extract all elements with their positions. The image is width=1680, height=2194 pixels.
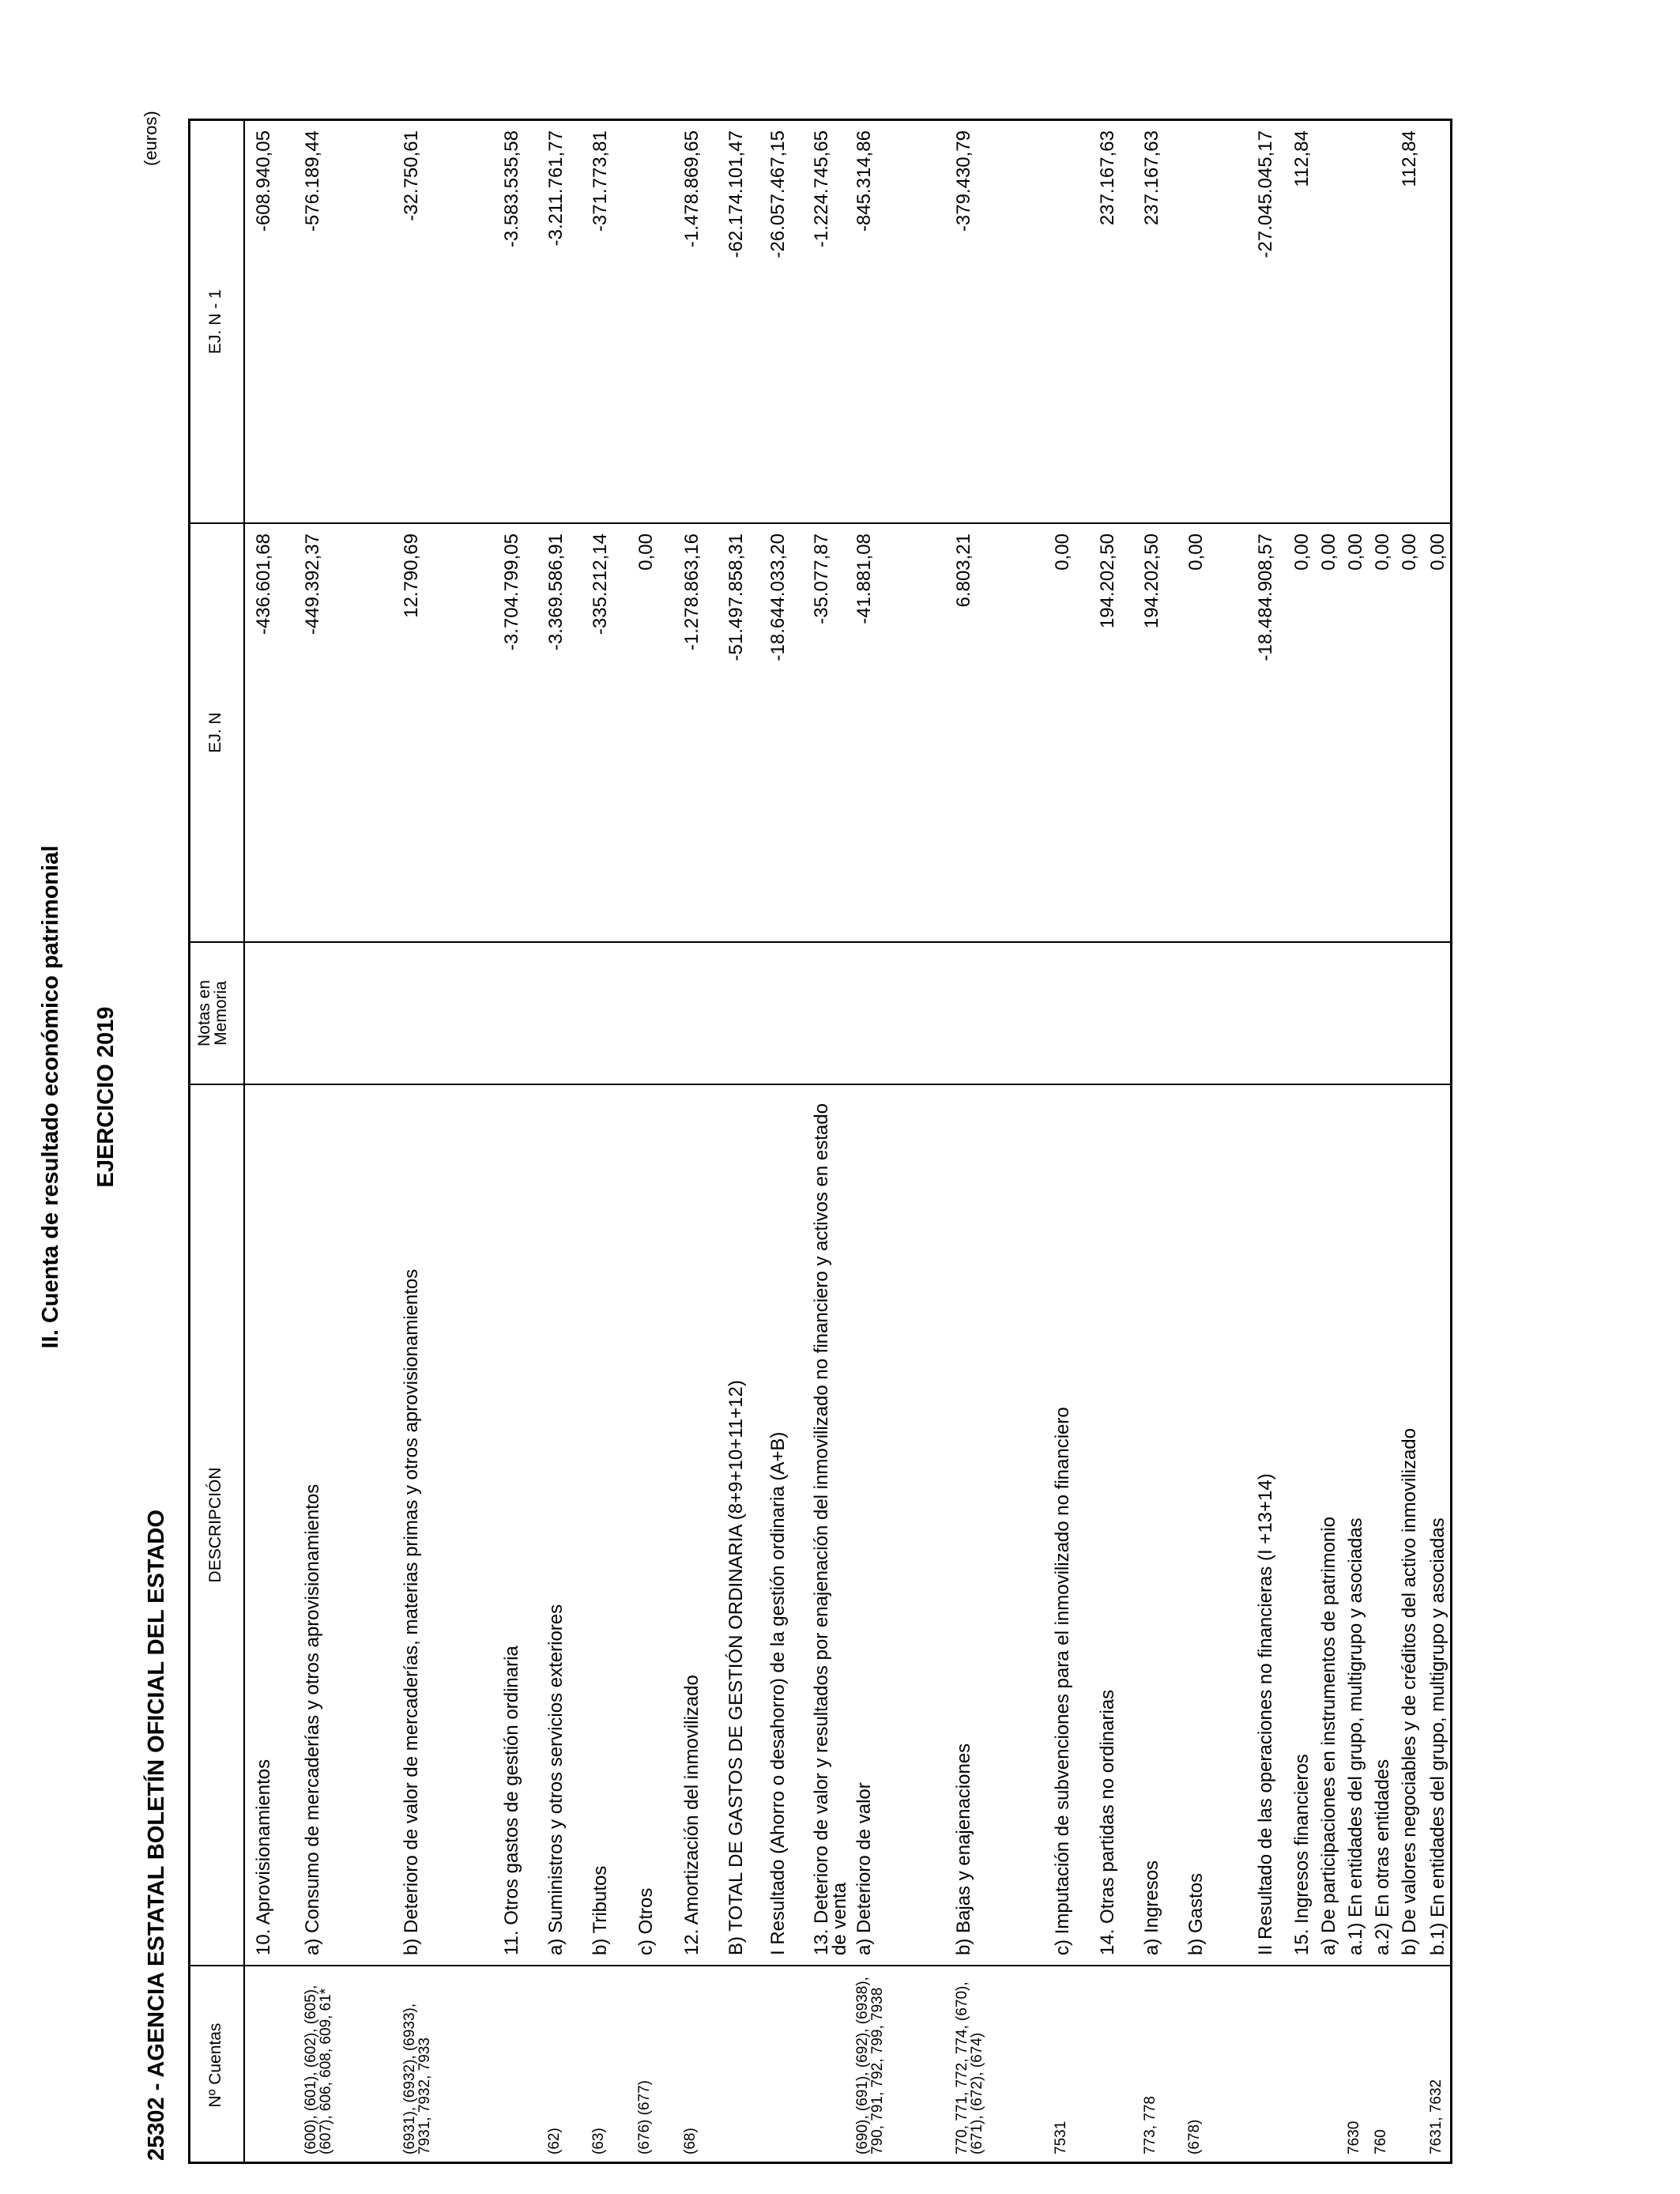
row-current-value: -1.278.863,16 [681,533,703,651]
row-accounts: 760 [1373,2129,1389,2154]
row-previous-value: 237.167,63 [1141,130,1162,226]
income-statement-table [188,119,1452,2164]
row-current-value: 6.803,21 [953,533,974,608]
row-current-value: -41.881,08 [853,533,875,624]
col-sep-description [188,1084,1452,1085]
row-description: c) Otros [635,1887,657,1955]
row-accounts: 770, 771, 772, 774, (670), (671), (672), (674) [954,1981,985,2154]
col-sep-current [188,522,1452,524]
row-description: a.2) En otras entidades [1372,1759,1393,1955]
row-accounts: 7531 [1053,2120,1069,2154]
header-notes [196,943,229,1084]
row-current-value: 0,00 [1052,533,1073,571]
row-accounts: (676) (677) [636,2080,653,2154]
row-accounts: 773, 778 [1142,2096,1158,2154]
row-description: a) Ingresos [1141,1860,1162,1955]
row-previous-value: -26.057.467,15 [767,130,789,258]
page-title: II. Cuenta de resultado económico patrimonial [38,845,63,1349]
row-accounts: (600), (601), (602), (605), (607), 606, 608, 609, 61* [303,1985,334,2154]
header-current-year: EJ. N [206,712,224,753]
row-description: c) Imputación de subvenciones para el inmovilizado no financiero [1052,1407,1073,1955]
row-current-value: 194.202,50 [1097,533,1118,629]
row-previous-value: -32.750,61 [401,130,422,221]
row-previous-value: -1.224.745,65 [811,130,832,248]
row-current-value: -436.601,68 [253,533,274,635]
row-accounts: (62) [546,2128,563,2154]
row-current-value: 0,00 [1318,533,1339,571]
row-current-value: 0,00 [1291,533,1313,571]
fiscal-year: EJERCICIO 2019 [93,1006,119,1188]
header-description: DESCRIPCIÓN [206,1467,224,1583]
table-border-right [188,119,1452,121]
row-current-value: 12.790,69 [401,533,422,618]
row-current-value: -3.369.586,91 [545,533,567,651]
row-description: a) Suministros y otros servicios exteriores [545,1604,567,1955]
table-border-left [188,2162,1452,2164]
row-current-value: -51.497.858,31 [725,533,747,662]
header-separator [243,119,245,2164]
row-previous-value: -371.773,81 [590,130,611,232]
currency-unit: (euros) [141,111,160,166]
row-current-value: -3.704.799,05 [501,533,522,651]
row-description: b.1) En entidades del grupo, multigrupo y asociadas [1427,1517,1448,1955]
header-notes-line1: Notas en [195,979,213,1047]
row-previous-value: -3.211.761,77 [545,130,567,247]
row-description: 10. Aprovisionamientos [253,1759,274,1955]
row-current-value: 0,00 [1345,533,1366,571]
row-current-value: -18.644.033,20 [767,533,789,662]
row-description: B) TOTAL DE GASTOS DE GESTIÓN ORDINARIA (8+9+10+11+12) [725,1380,747,1955]
row-description: II Resultado de las operaciones no financieras (I +13+14) [1255,1473,1276,1955]
header-accounts: Nº Cuentas [206,2022,224,2108]
row-description: 14. Otras partidas no ordinarias [1097,1689,1118,1955]
row-accounts: 7631, 7632 [1428,2079,1445,2154]
row-previous-value: -576.189,44 [302,130,323,232]
row-description: 11. Otros gastos de gestión ordinaria [501,1646,522,1955]
row-description: 12. Amortización del inmovilizado [681,1675,703,1955]
row-current-value: -18.484.908,57 [1255,533,1276,662]
row-current-value: 0,00 [635,533,657,571]
row-accounts: (6931), (6932), (6933), 7931, 7932, 7933 [401,2003,433,2154]
table-border-bottom [1450,119,1452,2164]
row-current-value: 0,00 [1427,533,1448,571]
row-previous-value: -608.940,05 [253,130,274,232]
row-previous-value: -845.314,86 [853,130,875,232]
row-accounts: 7630 [1346,2120,1362,2154]
entity-name: 25302 - AGENCIA ESTATAL BOLETÍN OFICIAL DEL ESTADO [144,1510,169,2161]
header-previous-year: EJ. N - 1 [206,289,224,354]
row-previous-value: 112,84 [1291,130,1313,187]
row-current-value: -35.077,87 [811,533,832,624]
table-border-top [188,119,190,2164]
row-description: b) Deterioro de valor de mercaderías, materias primas y otros aprovisionamientos [401,1269,422,1955]
row-accounts: (68) [682,2128,699,2154]
row-previous-value: -1.478.869,65 [681,130,703,248]
row-accounts: (678) [1186,2119,1203,2154]
row-current-value: 194.202,50 [1141,533,1162,629]
col-sep-notes [188,941,1452,943]
row-previous-value: 112,84 [1399,130,1420,187]
col-sep-accounts [188,1965,1452,1966]
row-previous-value: -27.045.045,17 [1255,130,1276,258]
row-current-value: -449.392,37 [302,533,323,635]
row-description: a) De participaciones en instrumentos de patrimonio [1318,1517,1339,1955]
row-description: I Resultado (Ahorro o desahorro) de la gestión ordinaria (A+B) [767,1431,789,1955]
row-previous-value: -62.174.101,47 [725,130,747,258]
row-accounts: (63) [590,2128,607,2154]
row-description: a) Consumo de mercaderías y otros aprovisionamientos [302,1483,323,1955]
row-description: b) De valores negociables y de créditos del activo inmovilizado [1399,1427,1420,1955]
row-current-value: 0,00 [1372,533,1393,571]
row-current-value: 0,00 [1399,533,1420,571]
row-description: b) Gastos [1185,1872,1207,1955]
row-previous-value: 237.167,63 [1097,130,1118,226]
row-description: a.1) En entidades del grupo, multigrupo y asociadas [1345,1517,1366,1955]
row-previous-value: -379.430,79 [953,130,974,232]
row-accounts: (690), (691), (692), (6938), 790, 791, 792, 799, 7938 [854,1977,886,2154]
header-notes-line2: Memoria [212,981,230,1046]
row-previous-value: -3.583.535,58 [501,130,522,248]
row-description: a) Deterioro de valor [853,1782,875,1955]
row-description: 13. Deterioro de valor y resultados por enajenación del inmovilizado no financiero y activos en estado de venta [811,1103,850,1955]
row-description: b) Bajas y enajenaciones [953,1743,974,1955]
row-current-value: 0,00 [1185,533,1207,571]
row-current-value: -335.212,14 [590,533,611,635]
row-description: 15. Ingresos financieros [1291,1754,1313,1955]
row-description: b) Tributos [590,1865,611,1955]
